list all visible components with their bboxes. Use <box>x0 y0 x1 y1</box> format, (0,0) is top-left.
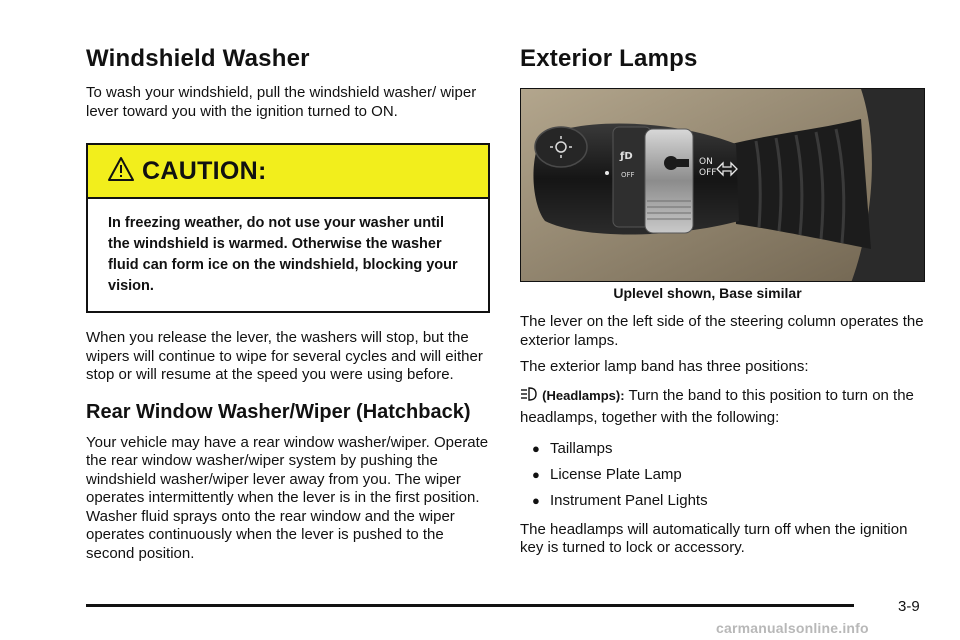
bullet-icon: ● <box>532 492 540 508</box>
release-text: When you release the lever, the washers will stop, but the wipers will continue to wipe for several cycles and will either stop or will resume at the speed you were using before. <box>86 329 483 383</box>
left-column <box>86 44 490 563</box>
figure-caption: Uplevel shown, Base similar <box>613 285 802 301</box>
rear-washer-text: Your vehicle may have a rear window washer/wiper. Operate the rear window washer/wiper system by pushing the windshield washer/wiper lever away from you. The wiper operates intermittently when the lever is in the first position. Washer fluid sprays onto the rear window and the wiper operates continuously when the lever is pushed to the second position. <box>86 433 489 562</box>
caution-text: In freezing weather, do not use your washer until the windshield is warmed. Otherwise the washer fluid can form ice on the windshield, blocking your vision. <box>108 215 458 294</box>
watermark-text: carmanualsonline.info <box>716 620 869 636</box>
lamp-lever-illustration <box>521 89 925 282</box>
right-column <box>520 44 925 558</box>
rear-washer-title: Rear Window Washer/Wiper (Hatchback) <box>86 400 471 423</box>
lever-label-on: ON <box>699 157 713 167</box>
lever-text: The lever on the left side of the steering column operates the exterior lamps. <box>520 313 924 349</box>
washer-intro-text: To wash your windshield, pull the windshield washer/ wiper lever toward you with the ignition turned to ON. <box>86 84 477 120</box>
svg-text:ƒD: ƒD <box>620 151 633 162</box>
headlamp-icon <box>520 386 538 402</box>
list-item: ● Instrument Panel Lights <box>520 488 925 514</box>
caution-header <box>88 145 488 199</box>
headlamps-label: (Headlamps): <box>542 387 625 403</box>
auto-off-text: The headlamps will automatically turn off when the ignition key is turned to lock or accessory. <box>520 520 908 556</box>
page-number: 3-9 <box>898 598 920 615</box>
headlamp-items-list <box>520 436 925 514</box>
headlamps-text: Turn the band to this position to turn on the headlamps, together with the following: <box>520 386 914 426</box>
bullet-icon: ● <box>532 440 540 456</box>
headlamps-paragraph <box>520 385 925 429</box>
footer-rule <box>86 604 854 607</box>
caution-box <box>86 143 490 313</box>
caution-triangle-icon <box>108 156 134 182</box>
fog-label-off: OFF <box>621 171 635 179</box>
bullet-icon: ● <box>532 466 540 482</box>
exterior-lamps-title: Exterior Lamps <box>520 45 698 72</box>
list-item: ● License Plate Lamp <box>520 462 925 488</box>
list-item: ● Taillamps <box>520 436 925 462</box>
band-text: The exterior lamp band has three positions: <box>520 358 809 375</box>
caution-title: CAUTION: <box>142 156 267 185</box>
lever-label-off: OFF <box>699 168 717 178</box>
windshield-washer-title: Windshield Washer <box>86 45 310 72</box>
lamp-lever-photo <box>520 88 925 282</box>
